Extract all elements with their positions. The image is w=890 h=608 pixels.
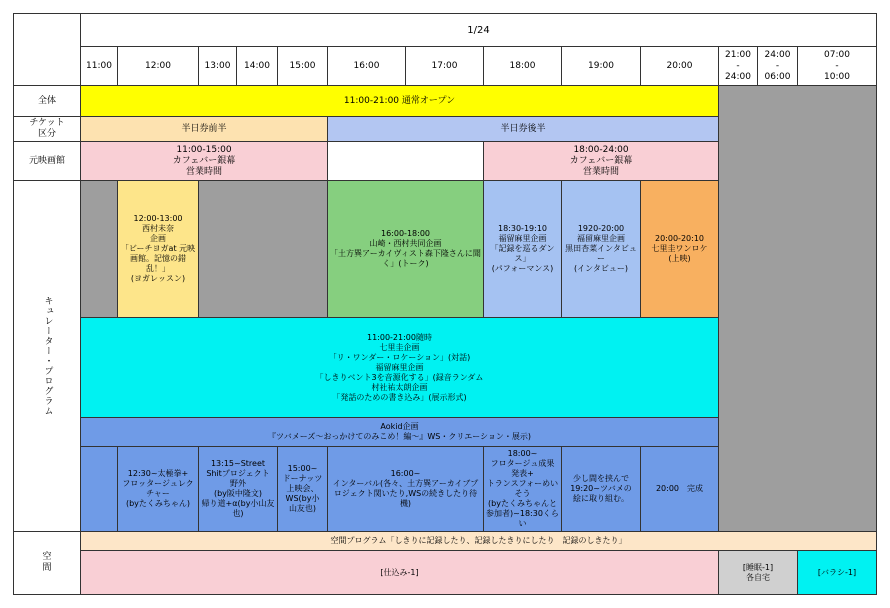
row-label-curator: キュレーター・プログラム — [13, 180, 81, 532]
program-fukudome-dance: 18:30-19:10 福留麻里企画 「記録を巡るダンス」 (パフォーマンス) — [483, 180, 562, 318]
time-header-1200: 12:00 — [117, 46, 199, 86]
program-allday: 11:00-21:00随時 七里圭企画 「リ・ワンダー・ロケーション」(対話) 福留麻里企画 「しきりベント3を音源化する」(録音ランダム 村社祐太朗企画 「発話のための書き込み」(展示形式) — [80, 317, 719, 418]
time-header-1100: 11:00 — [80, 46, 118, 86]
ticket-first-half: 半日券前半 — [80, 116, 328, 142]
theater-empty-block — [327, 141, 484, 181]
program-nishimura: 12:00-13:00 西村未奈 企画 「ビーチヨガat 元映画館。記憶の錯乱！」 (ヨガレッスン) — [117, 180, 199, 318]
ticket-second-half: 半日券後半 — [327, 116, 719, 142]
theater-cafe-block-1: 11:00-15:00 カフェバー銀幕 営業時間 — [80, 141, 328, 181]
time-header-2400-0600: 24:00 - 06:00 — [757, 46, 798, 86]
program-aokid-title: Aokid企画 『ツバメーズ～おっかけてのみこめ！編～』WS・クリエーション・展示) — [80, 417, 719, 447]
aokid-session-2: 13:15~Street Shitプロジェクト 野外 (by阪中隆文) 帰り道+α(by小山友也) — [198, 446, 278, 532]
aokid-blank-1100 — [80, 446, 118, 532]
aokid-session-5: 18:00~ フロタージュ成果 発表+ トランスフォーめいそう (byたくみちゃんと参加者)~18:30くらい — [483, 446, 562, 532]
time-header-1400: 14:00 — [236, 46, 278, 86]
space-program: 空間プログラム「しきりに記録したり、記録したきりにしたり 記録のしきたり」 — [80, 531, 877, 551]
row-label-space: 空 間 — [13, 531, 81, 595]
theater-cafe-block-2: 18:00-24:00 カフェバー銀幕 営業時間 — [483, 141, 719, 181]
program-yamazaki: 16:00-18:00 山崎・西村共同企画 「土方巽アーカイヴィスト森下隆さんに聞く」(トーク) — [327, 180, 484, 318]
space-teardown: [バラシ-1] — [797, 550, 877, 595]
time-header-2000: 20:00 — [640, 46, 719, 86]
time-header-1700: 17:00 — [405, 46, 484, 86]
date-header: 1/24 — [80, 13, 877, 47]
time-header-1600: 16:00 — [327, 46, 406, 86]
curator-gray-1300-1500 — [198, 180, 328, 318]
curator-gray-1100 — [80, 180, 118, 318]
overall-closed-block — [718, 85, 877, 532]
time-header-1500: 15:00 — [277, 46, 328, 86]
aokid-session-3: 15:00~ ドーナッツ 上映会、 WS(by小 山友也) — [277, 446, 328, 532]
aokid-session-4: 16:00~ インターバル(各々、土方巽アーカイブプロジェクト関いたり,WSの続きしたり待機) — [327, 446, 484, 532]
time-header-1900: 19:00 — [561, 46, 641, 86]
space-setup: [仕込み-1] — [80, 550, 719, 595]
row-label-theater: 元映画館 — [13, 141, 81, 181]
space-sleep: [睡眠-1] 各自宅 — [718, 550, 798, 595]
aokid-session-1: 12:30~太極拳+ フロッタージュレクチャー (byたくみちゃん) — [117, 446, 199, 532]
aokid-session-6: 少し間を挟んで 19:20~ツバメの 絵に取り組む。 — [561, 446, 641, 532]
program-nanasato-screening: 20:00-20:10 七里圭ワンロケ (上映) — [640, 180, 719, 318]
program-fukudome-interview: 1920-20:00 福留麻里企画 黒田杏菜インタビュー (インタビュー) — [561, 180, 641, 318]
time-header-1800: 18:00 — [483, 46, 562, 86]
time-header-0700-1000: 07:00 - 10:00 — [797, 46, 877, 86]
aokid-session-7: 20:00 完成 — [640, 446, 719, 532]
time-header-1300: 13:00 — [198, 46, 237, 86]
time-header-2100-2400: 21:00 - 24:00 — [718, 46, 758, 86]
row-label-ticket: チケット 区分 — [13, 116, 81, 142]
row-label-overall: 全体 — [13, 85, 81, 117]
corner-cell — [13, 13, 81, 86]
overall-open-block: 11:00-21:00 通常オープン — [80, 85, 719, 117]
